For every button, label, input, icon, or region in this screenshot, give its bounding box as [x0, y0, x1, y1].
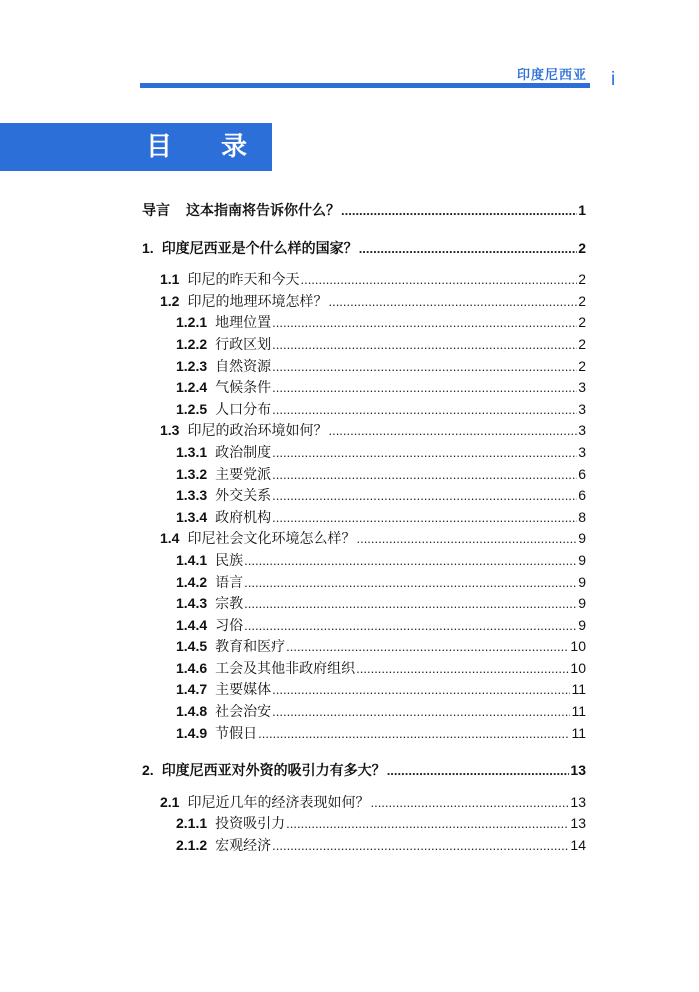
toc-entry-number: 1.2.3 [176, 357, 208, 374]
toc-entry-number: 导言 [142, 202, 170, 218]
toc-dot-leader [359, 238, 578, 260]
toc-entry-page: 11 [571, 724, 586, 741]
toc-entry-number: 2. [142, 762, 154, 779]
toc-entry-page: 14 [570, 837, 586, 854]
toc-dot-leader [272, 835, 569, 857]
toc-entry-number: 1.3 [160, 422, 180, 439]
toc-entry[interactable] [142, 528, 586, 550]
toc-entry[interactable] [142, 399, 586, 421]
toc-entry[interactable] [142, 679, 586, 701]
toc-entry-title: 气候条件 [215, 380, 272, 397]
toc-entry[interactable] [142, 291, 586, 313]
toc-entry-title: 自然资源 [215, 358, 272, 375]
toc-entry[interactable] [142, 312, 586, 334]
toc-dot-leader [272, 356, 577, 378]
toc-dot-leader [272, 701, 570, 723]
toc-entry-page: 10 [570, 659, 586, 676]
toc-entry-number: 1.2.2 [176, 335, 208, 352]
toc-dot-leader [272, 399, 577, 421]
toc-entry-page: 11 [571, 681, 586, 698]
toc-entry-page: 9 [578, 551, 586, 568]
toc-entry-title: 宗教 [215, 596, 244, 613]
toc-entry-title: 语言 [215, 574, 244, 591]
toc-entry-page: 6 [578, 487, 586, 504]
toc-entry-number: 1.2.4 [176, 379, 208, 396]
toc-entry-title: 政治制度 [215, 444, 272, 461]
toc-entry[interactable] [142, 485, 586, 507]
toc-entry-title: 节假日 [215, 725, 258, 742]
toc-dot-leader [341, 200, 577, 222]
toc-entry-page: 2 [578, 357, 586, 374]
toc-entry-title: 印尼的昨天和今天 [187, 272, 300, 289]
header-rule [140, 83, 590, 88]
toc-dot-leader [286, 813, 569, 835]
toc-dot-leader [244, 572, 577, 594]
toc-entry[interactable] [142, 572, 586, 594]
toc-entry[interactable] [142, 813, 586, 835]
toc-dot-leader [272, 485, 577, 507]
toc-dot-leader [272, 442, 577, 464]
toc-entry[interactable] [142, 507, 586, 529]
toc-entry-number: 1.4.3 [176, 595, 208, 612]
toc-dot-leader [244, 550, 577, 572]
toc-dot-leader [356, 658, 569, 680]
toc-entry[interactable] [142, 835, 586, 857]
toc-entry-page: 13 [570, 793, 586, 810]
toc-entry-number: 1.3.3 [176, 487, 208, 504]
toc-entry-number: 1.4.2 [176, 573, 208, 590]
toc-entry-number: 1.2.5 [176, 400, 208, 417]
toc-entry-page: 2 [578, 271, 586, 288]
toc-dot-leader [258, 723, 570, 745]
toc-entry-title: 主要党派 [215, 466, 272, 483]
toc-dot-leader [272, 679, 570, 701]
toc-entry-title: 印尼社会文化环境怎么样？ [187, 531, 356, 548]
toc-entry-title: 宏观经济 [215, 838, 272, 855]
toc-dot-leader [387, 760, 570, 782]
toc-entry-title: 印度尼西亚对外资的吸引力有多大？ [161, 763, 386, 780]
toc-heading: 目 录 [146, 132, 268, 162]
toc-entry-title: 印尼的政治环境如何？ [187, 423, 328, 440]
toc-entry-page: 9 [578, 616, 586, 633]
toc-dot-leader [244, 615, 577, 637]
toc-entry-page: 2 [578, 314, 586, 331]
toc-entry-title: 人口分布 [215, 401, 272, 418]
toc-dot-leader [272, 312, 577, 334]
toc-dot-leader [272, 334, 577, 356]
toc-entry-title: 投资吸引力 [215, 816, 286, 833]
toc-entry-number: 1.4.8 [176, 703, 208, 720]
toc-entry-number: 1.3.2 [176, 465, 208, 482]
toc-entry-title: 印度尼西亚是个什么样的国家？ [161, 240, 358, 257]
page-number: i [611, 69, 616, 90]
toc-entry-page: 3 [578, 400, 586, 417]
toc-entry-title: 地理位置 [215, 315, 272, 332]
toc-entry-number: 1.4 [160, 530, 180, 547]
toc-entry-number: 2.1.2 [176, 837, 208, 854]
toc-entry-page: 9 [578, 573, 586, 590]
toc-entry[interactable] [142, 269, 586, 291]
toc-entry-page: 9 [578, 530, 586, 547]
toc-entry-title: 主要媒体 [215, 682, 272, 699]
toc-entry-number: 1.2 [160, 292, 180, 309]
toc-entry-page: 13 [570, 815, 586, 832]
toc-entry-page: 6 [578, 465, 586, 482]
toc-entry-title: 印尼的地理环境怎样？ [187, 293, 328, 310]
toc-dot-leader [272, 377, 577, 399]
toc-entry-page: 3 [578, 422, 586, 439]
toc-entry-page: 2 [578, 239, 586, 256]
toc-entry-number: 1.3.4 [176, 508, 208, 525]
toc-entry[interactable] [142, 200, 586, 222]
toc-entry[interactable] [142, 356, 586, 378]
toc-entry-number: 1.4.1 [176, 551, 208, 568]
toc-entry-title: 习俗 [215, 617, 244, 634]
toc-entry-number: 1.3.1 [176, 443, 208, 460]
toc-entry-page: 13 [570, 762, 586, 779]
toc-entry-page: 10 [570, 638, 586, 655]
toc-dot-leader [244, 593, 577, 615]
toc-entry-title: 印尼近几年的经济表现如何？ [187, 794, 370, 811]
toc-entry-title: 教育和医疗 [215, 639, 286, 656]
toc-entry-title: 外交关系 [215, 488, 272, 505]
toc-entry-page: 3 [578, 379, 586, 396]
toc-entry[interactable] [142, 464, 586, 486]
toc-entry-number: 1.1 [160, 271, 180, 288]
toc-entry-number: 1.4.5 [176, 638, 208, 655]
toc-entry[interactable] [142, 615, 586, 637]
toc-entry[interactable] [142, 792, 586, 814]
toc-entry-number: 2.1 [160, 793, 180, 810]
toc-entry[interactable] [142, 701, 586, 723]
toc-entry-title: 这本指南将告诉你什么？ [186, 203, 340, 219]
toc-dot-leader [300, 269, 577, 291]
toc-entry-title: 民族 [215, 552, 244, 569]
toc-entry-number: 1. [142, 239, 154, 256]
toc-heading-banner [0, 123, 272, 171]
toc-entry-number: 1.4.9 [176, 724, 208, 741]
toc-entry[interactable] [142, 760, 586, 782]
toc-entry-number: 2.1.1 [176, 815, 208, 832]
toc-entry-title: 政府机构 [215, 509, 272, 526]
toc-dot-leader [286, 636, 569, 658]
toc-entry[interactable] [142, 723, 586, 745]
toc-dot-leader [356, 528, 577, 550]
toc-entry[interactable] [142, 238, 586, 260]
toc-entry-number: 1.4.6 [176, 659, 208, 676]
toc-entry-page: 1 [578, 202, 586, 218]
toc-entry[interactable] [142, 334, 586, 356]
toc-entry-number: 1.4.4 [176, 616, 208, 633]
toc-entry-title: 社会治安 [215, 704, 272, 721]
toc-entry[interactable] [142, 377, 586, 399]
toc-dot-leader [328, 291, 577, 313]
toc-entry[interactable] [142, 420, 586, 442]
toc-entry-title: 行政区划 [215, 336, 272, 353]
toc-entry-number: 1.4.7 [176, 681, 208, 698]
toc-entry[interactable] [142, 658, 586, 680]
toc-entry-title: 工会及其他非政府组织 [215, 660, 356, 677]
table-of-contents [142, 200, 586, 857]
toc-entry-page: 3 [578, 443, 586, 460]
toc-entry-page: 8 [578, 508, 586, 525]
toc-entry[interactable] [142, 593, 586, 615]
toc-entry-page: 2 [578, 292, 586, 309]
toc-entry[interactable] [142, 636, 586, 658]
toc-dot-leader [272, 507, 577, 529]
toc-entry-page: 2 [578, 335, 586, 352]
toc-dot-leader [272, 464, 577, 486]
toc-entry[interactable] [142, 442, 586, 464]
toc-entry[interactable] [142, 550, 586, 572]
toc-entry-number: 1.2.1 [176, 314, 208, 331]
toc-dot-leader [370, 792, 569, 814]
toc-entry-page: 9 [578, 595, 586, 612]
running-header-title: 印度尼西亚 [516, 68, 587, 83]
toc-dot-leader [328, 420, 577, 442]
toc-entry-page: 11 [571, 703, 586, 720]
